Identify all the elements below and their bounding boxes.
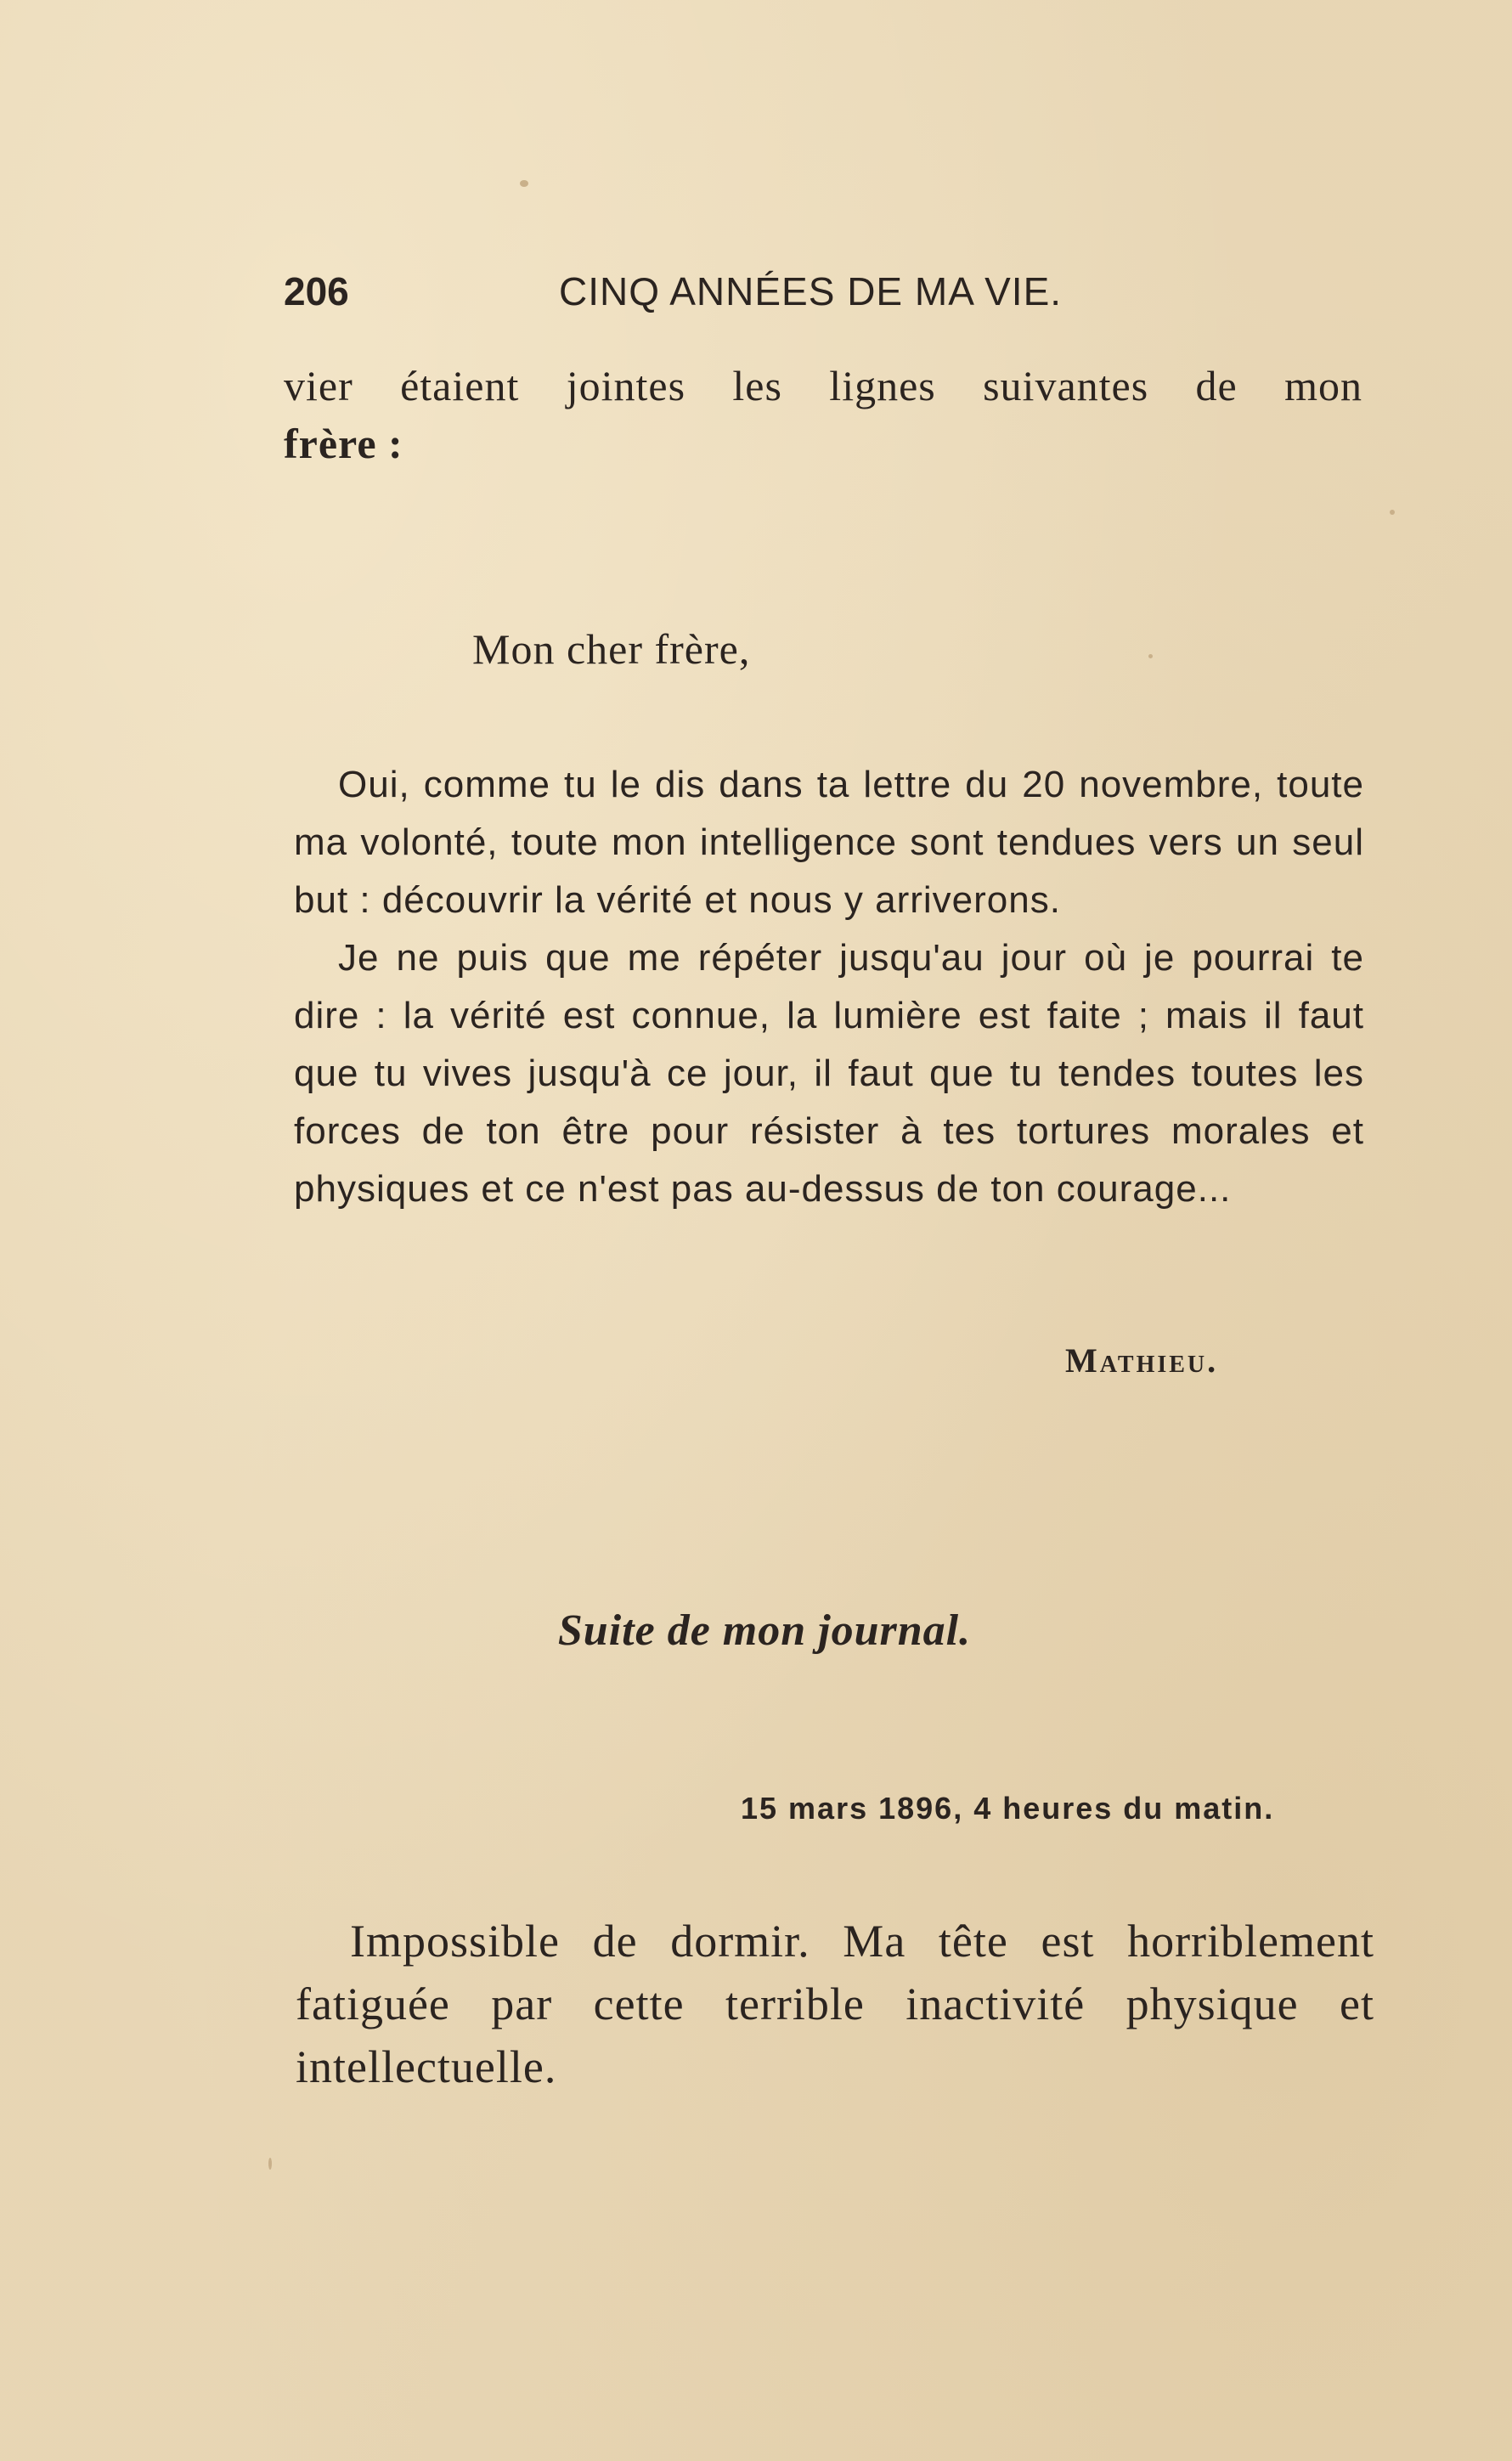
intro-text [284,357,1362,472]
letter-paragraph-1: Oui, comme tu le dis dans ta lettre du 20 novembre, toute ma volonté, toute mon intelligence sont tendues vers un seul but : découvrir la vérité et nous y arriverons. [294,764,1364,921]
letter-salutation: Mon cher frère, [472,625,751,673]
page-header [0,268,1512,319]
paper-speck [1390,510,1395,515]
journal-dateline: 15 mars 1896, 4 heures du matin. [741,1791,1275,1826]
section-title [0,1606,1512,1656]
running-title: CINQ ANNÉES DE MA VIE. [559,269,1063,313]
letter-body [294,756,1364,1218]
intro-line-2: frère : [284,420,403,467]
journal-paragraph: Impossible de dormir. Ma tête est horriblement fatiguée par cette terrible inactivité physique et intellectuelle. [296,1916,1374,2092]
paper-speck [520,180,528,187]
letter-paragraph-2: Je ne puis que me répéter jusqu'au jour où je pourrai te dire : la vérité est connue, la lumière est faite ; mais il faut que tu vives jusqu'à ce jour, il faut que tu tendes toutes les forces de ton être pour résister à tes tortures morales et physiques et ce n'est pas au-dessus de ton courage... [294,937,1364,1210]
paper-speck [268,2158,272,2170]
paper-speck [1148,654,1153,658]
letter-signature: Mathieu. [1065,1341,1219,1380]
journal-entry [296,1910,1374,2098]
page-number: 206 [284,269,349,313]
section-title-text: Suite de mon journal. [557,1606,972,1655]
intro-line-1: vier étaient jointes les lignes suivantes de mon [284,362,1362,409]
